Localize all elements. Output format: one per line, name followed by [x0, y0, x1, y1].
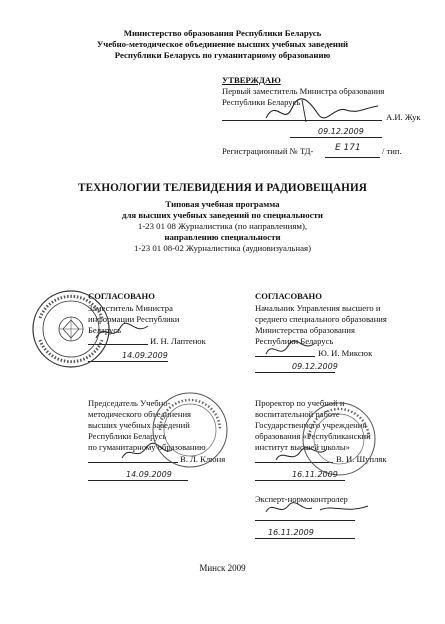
approve-position-1: Первый заместитель Министра образования: [222, 86, 385, 96]
expert-date: 16.11.2009: [268, 528, 314, 537]
agree-right-date-line: [255, 372, 335, 373]
agree-right-line-2: среднего специального образования: [255, 314, 387, 324]
vicerector-line-4: образования «Республиканский: [255, 431, 371, 441]
chair-date-line: [88, 480, 188, 481]
chair-line-1: Председатель Учебно-: [88, 398, 171, 408]
reg-label: Регистрационный № ТД-: [222, 146, 314, 156]
approve-name: А.И. Жук: [386, 112, 421, 122]
vicerector-name: В. И. Шупляк: [336, 454, 387, 464]
vicerector-date-line: [255, 480, 345, 481]
chair-date: 14.09.2009: [126, 470, 172, 479]
approve-position-2: Республики Беларусь: [222, 97, 301, 107]
agree-left-date: 14.09.2009: [122, 351, 168, 360]
vicerector-line-2: воспитательной работе: [255, 409, 340, 419]
subtitle-specialty: 1-23 01 08 Журналистика (по направлениям),: [137, 221, 308, 231]
agree-left-name: И. Н. Лаптенок: [150, 336, 206, 346]
chair-line-4: Республики Беларусь: [88, 431, 167, 441]
approve-heading: УТВЕРЖДАЮ: [222, 75, 281, 85]
subtitle-program: Типовая учебная программа: [165, 199, 280, 209]
approve-signature: [262, 96, 382, 126]
chair-line-3: высших учебных заведений: [88, 420, 190, 430]
expert-signature: [262, 498, 372, 520]
agree-right-date: 09.12.2009: [292, 362, 338, 371]
vicerector-line-3: Государственного учреждения: [255, 420, 367, 430]
reg-number: Е 171: [335, 143, 361, 153]
chair-name: В. Л. Клюня: [180, 454, 226, 464]
header-association: Учебно-методическое объединение высших учебных заведений: [96, 39, 349, 49]
header-association-2: Республики Беларусь по гуманитарному образованию: [114, 50, 331, 60]
official-seal-stamp: [30, 288, 112, 370]
association-seal-stamp: [150, 390, 230, 470]
vicerector-line-5: институт высшей школы»: [255, 442, 350, 452]
agree-right-heading: СОГЛАСОВАНО: [255, 291, 322, 301]
approve-date-line: [290, 137, 382, 138]
subtitle-direction: 1-23 01 08-02 Журналистика (аудиовизуальная): [134, 243, 311, 253]
agree-left-heading: СОГЛАСОВАНО: [88, 291, 155, 301]
agree-right-name: Ю. И. Миксюк: [318, 348, 373, 358]
agree-left-line-2: информации Республики: [88, 314, 180, 324]
expert-signature-line: [255, 520, 355, 521]
agree-left-line-3: Беларусь: [88, 325, 122, 335]
subtitle-direction-label: направлению специальности: [164, 232, 281, 242]
agree-right-signature: [262, 338, 318, 362]
agree-right-line-4: Республики Беларусь: [255, 336, 334, 346]
reg-suffix: / тип.: [382, 146, 402, 156]
document-title: ТЕХНОЛОГИИ ТЕЛЕВИДЕНИЯ И РАДИОВЕЩАНИЯ: [78, 182, 367, 194]
agree-right-line-1: Начальник Управления высшего и: [255, 303, 381, 313]
chair-line-2: методического объединения: [88, 409, 192, 419]
reg-line: [325, 157, 380, 158]
institute-seal-stamp: [300, 400, 378, 478]
vicerector-date: 16.11.2009: [292, 470, 338, 479]
chair-line-5: по гуманитарному образованию: [88, 442, 206, 452]
place-year: Минск 2009: [199, 563, 246, 573]
agree-left-line-1: Заместитель Министра: [88, 303, 173, 313]
expert-date-line: [255, 538, 355, 539]
vicerector-line-1: Проректор по учебной и: [255, 398, 345, 408]
approve-date: 09.12.2009: [318, 127, 364, 136]
subtitle-for: для высших учебных заведений по специальности: [122, 210, 323, 220]
agree-right-line-3: Министерства образования: [255, 325, 355, 335]
expert-label: Эксперт-нормоконтролер: [255, 494, 348, 504]
header-ministry: Министерство образования Республики Беларусь: [123, 28, 322, 38]
